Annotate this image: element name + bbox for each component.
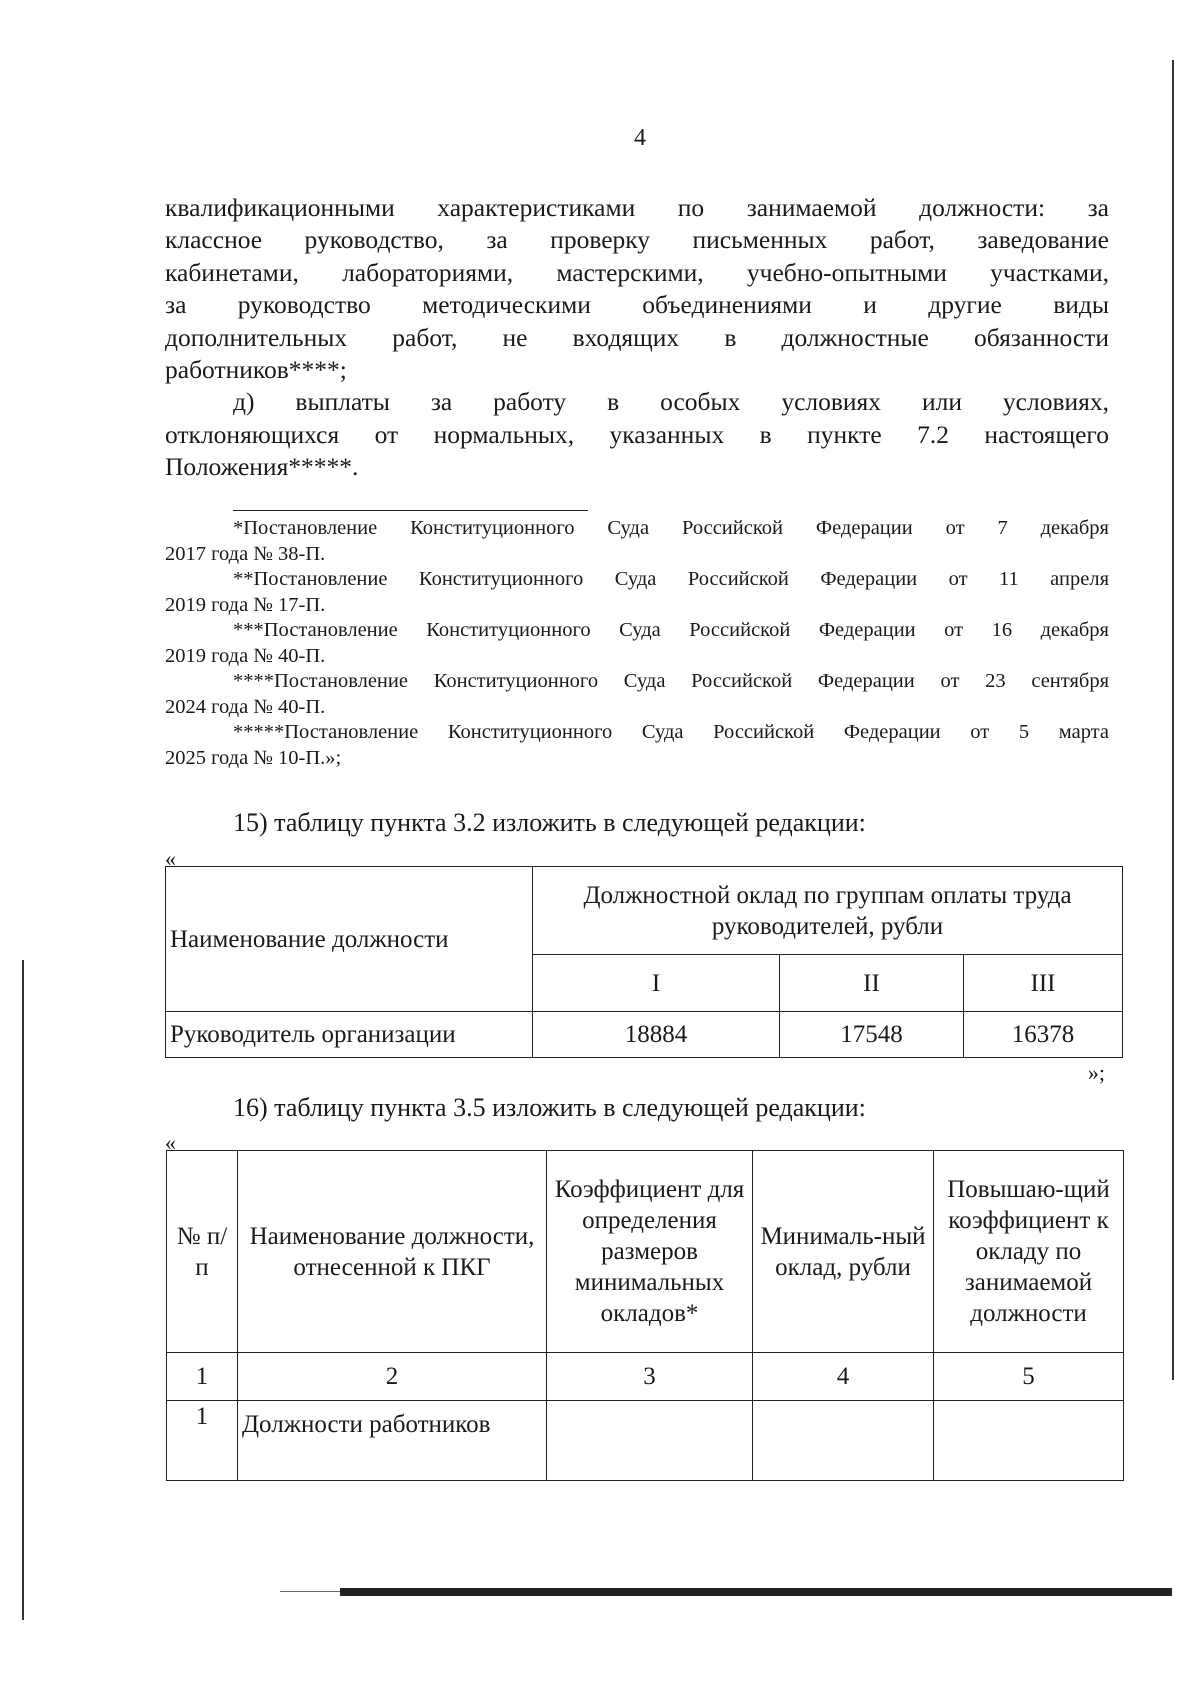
footnote-line: **Постановление Конституционного Суда Российской Федерации от 11 апреля — [233, 568, 1109, 590]
pkg-table — [166, 1150, 1124, 1481]
header-coefficient: Коэффициент для определения размеров минимальных окладов* — [547, 1151, 753, 1353]
open-quote: « — [165, 846, 176, 871]
empty-cell — [547, 1401, 753, 1481]
body-paragraph — [165, 192, 1109, 484]
body-line: дополнительных работ, не входящих в должностные обязанности — [165, 322, 1109, 352]
footnote-line: 2024 года № 40-П. — [165, 695, 326, 718]
footnote-line: 2025 года № 10-П.»; — [165, 746, 342, 769]
body-line: д) выплаты за работу в особых условиях или условиях, — [233, 387, 1109, 417]
group-header: II — [780, 955, 964, 1012]
body-line: квалификационными характеристиками по занимаемой должности: за — [165, 193, 1109, 222]
salary-value: 17548 — [780, 1012, 964, 1058]
col-number: 1 — [167, 1353, 238, 1401]
scan-edge-left — [22, 960, 24, 1620]
footnote-line: *****Постановление Конституционного Суда Российской Федерации от 5 марта — [233, 721, 1109, 743]
group-header: III — [964, 955, 1123, 1012]
footnote-line: 2019 года № 40-П. — [165, 644, 326, 667]
scan-edge-bottom — [340, 1588, 1172, 1596]
row-label: Руководитель организации — [166, 1012, 533, 1058]
position-header: Наименование должности — [166, 867, 533, 1012]
footnote-line: ***Постановление Конституционного Суда Российской Федерации от 16 декабря — [233, 619, 1109, 641]
scan-edge-bottom-thin — [280, 1591, 340, 1592]
header-raising-coef: Повышаю-щий коэффициент к окладу по занимаемой должности — [934, 1151, 1124, 1353]
empty-cell — [934, 1401, 1124, 1481]
open-quote: « — [165, 1130, 176, 1155]
col-number: 3 — [547, 1353, 753, 1401]
row-name: Должности работников — [238, 1401, 547, 1481]
page-number: 4 — [634, 125, 646, 151]
row-num: 1 — [167, 1401, 238, 1481]
body-line: работников****; — [165, 355, 347, 385]
item-15-heading: 15) таблицу пункта 3.2 изложить в следующей редакции: — [233, 808, 866, 837]
scan-edge-right — [1172, 60, 1174, 1380]
salary-value: 16378 — [964, 1012, 1123, 1058]
col-number: 4 — [753, 1353, 934, 1401]
item-16-heading: 16) таблицу пункта 3.5 изложить в следующей редакции: — [233, 1093, 866, 1122]
col-number: 2 — [238, 1353, 547, 1401]
group-header: I — [533, 955, 780, 1012]
footnote-line: ****Постановление Конституционного Суда Российской Федерации от 23 сентября — [233, 670, 1109, 692]
footnotes — [165, 516, 1109, 771]
empty-cell — [753, 1401, 934, 1481]
col-number: 5 — [934, 1353, 1124, 1401]
header-min-salary: Минималь-ный оклад, рубли — [753, 1151, 934, 1353]
salary-value: 18884 — [533, 1012, 780, 1058]
salary-table — [165, 866, 1123, 1058]
salary-groups-header: Должностной оклад по группам оплаты труда руководителей, рубли — [533, 867, 1123, 955]
footnote-line: *Постановление Конституционного Суда Российской Федерации от 7 декабря — [233, 517, 1109, 539]
body-line: кабинетами, лабораториями, мастерскими, учебно-опытными участками, — [165, 257, 1109, 287]
footnote-line: 2017 года № 38-П. — [165, 542, 326, 565]
body-line: за руководство методическими объединениями и другие виды — [165, 290, 1109, 320]
footnote-line: 2019 года № 17-П. — [165, 593, 326, 616]
header-num: № п/п — [167, 1151, 238, 1353]
body-line: Положения*****. — [165, 452, 359, 482]
close-quote: »; — [1087, 1060, 1105, 1085]
footnote-separator — [233, 510, 588, 511]
body-line: классное руководство, за проверку письменных работ, заведование — [165, 225, 1109, 255]
header-position: Наименование должности, отнесенной к ПКГ — [238, 1151, 547, 1353]
body-line: отклоняющихся от нормальных, указанных в пункте 7.2 настоящего — [165, 419, 1109, 449]
